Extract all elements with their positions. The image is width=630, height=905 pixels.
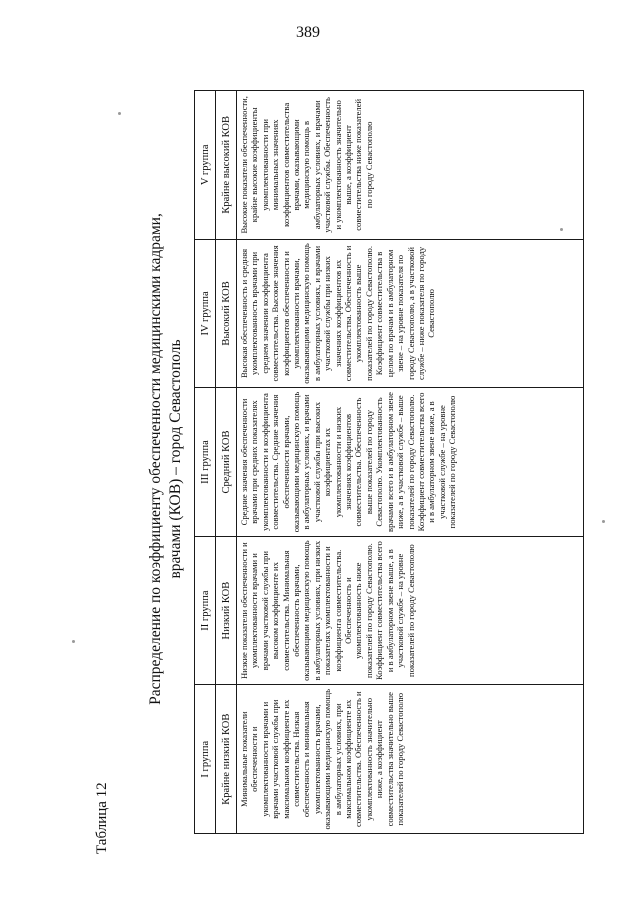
scan-speck	[560, 228, 563, 231]
table-title-line-1: Распределение по коэффициенту обеспеченности медицинскими кадрами,	[147, 213, 164, 705]
group-header-2: II группа	[195, 536, 216, 685]
group-header-5: V группа	[195, 91, 216, 240]
level-header-5: Крайне высокий КОВ	[216, 91, 237, 240]
group-description-2: Низкие показатели обеспеченности и укомплектованности врачами и врачами участковой службы при высоком коэффициенте их совместительства. Минимальная обеспеченность врачами, оказывающими медицинскую помощь в амбулаторных условиях, при низких показателях укомплектованности и коэффициента совместительства. Обеспеченность и укомплектованность ниже показателей по городу Севастополю. Коэффициент совместительства всего и в амбулаторном звене выше, а в участковой службе – на уровне показателей по городу Севастополю	[237, 536, 584, 685]
group-description-4: Высокая обеспеченность и средняя укомплектованность врачами при среднем значении коэффициента совместительства. Высокие значения коэффициентов обеспеченности и укомплектованности врачами, оказывающими медицинскую помощь в амбулаторных условиях, и врачами участковой службы при низких значениях коэффициентов их совместительства. Обеспеченность и укомплектованность выше показателей по городу Севастополю. Коэффициент совместительства в целом по врачам и в амбулаторном звене – на уровне показателя по городу Севастополю, а в участковой службе – ниже показателя по городу Севастополю	[237, 239, 584, 388]
group-header-row	[195, 91, 216, 834]
level-header-1: Крайне низкий КОВ	[216, 685, 237, 834]
group-description-1: Минимальные показатели обеспеченности и укомплектованности врачами и врачами участковой службы при максимальном коэффициенте их совместительства. Низкая обеспеченность и минимальная укомплектованность врачами, оказывающими медицинскую помощь в амбулаторных условиях, при максимальном коэффициенте их совместительства. Обеспеченность и укомплектованность значительно ниже, а коэффициент совместительства значительно выше показателей по городу Севастополю	[237, 685, 584, 834]
level-header-row	[216, 91, 237, 834]
group-header-1: I группа	[195, 685, 216, 834]
level-header-4: Высокий КОВ	[216, 239, 237, 388]
group-description-3: Средние значения обеспеченности врачами при средних показателях укомплектованности и коэффициента совместительства. Средние значения обеспеченности врачами, оказывающими медицинскую помощь в амбулаторных условиях, и врачами участковой службы при высоких коэффициентах их укомплектованности и низких значениях коэффициентов совместительства. Обеспеченность выше показателей по городу Севастополю. Укомплектованность врачами всего и в амбулаторном звене ниже, а в участковой службе – выше показателей по городу Севастополю. Коэффициент совместительства всего и в амбулаторном звене ниже, а в участковой службе – на уровне показателей по городу Севастополю	[237, 388, 584, 537]
scan-speck	[72, 640, 75, 643]
table-caption: Таблица 12	[94, 782, 110, 854]
level-header-2: Низкий КОВ	[216, 536, 237, 685]
level-header-3: Средний КОВ	[216, 388, 237, 537]
group-header-3: III группа	[195, 388, 216, 537]
page-number: 389	[296, 24, 320, 41]
table-title-line-2: врачами (КОВ) – город Севастополь	[167, 339, 184, 579]
scan-speck	[118, 112, 121, 115]
kov-distribution-table	[194, 90, 584, 834]
group-description-5: Высокие показатели обеспеченности, крайне высокие коэффициенты укомплектованности при минимальных значениях коэффициентов совместительства врачами, оказывающими медицинскую помощь в амбулаторных условиях, и врачами участковой службы. Обеспеченность и укомплектованность значительно выше, а коэффициент совместительства ниже показателей по городу Севастополю	[237, 91, 584, 240]
rotated-table-page	[88, 64, 593, 854]
scan-speck	[602, 520, 605, 523]
table-row	[237, 91, 584, 834]
group-header-4: IV группа	[195, 239, 216, 388]
